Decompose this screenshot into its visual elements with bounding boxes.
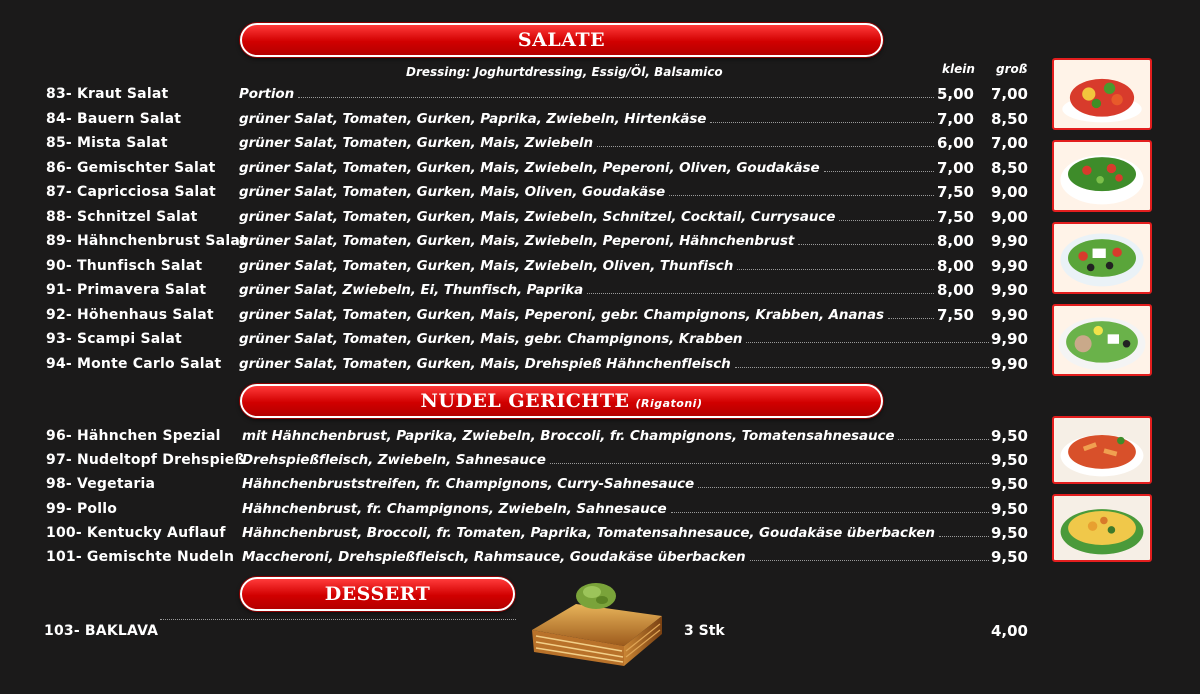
item-description: grüner Salat, Tomaten, Gurken, Mais, Zwiebeln, Peperoni, Hähnchenbrust [239, 233, 795, 249]
item-name: 86- Gemischter Salat [46, 159, 216, 176]
pasta-photo-1 [1052, 416, 1152, 484]
price-gross: 9,90 [990, 232, 1028, 250]
dessert-banner [240, 577, 515, 611]
leader-dots [587, 293, 934, 294]
leader-dots [898, 439, 989, 440]
price-gross: 9,90 [990, 354, 1028, 373]
dressing-note: Dressing: Joghurtdressing, Essig/Öl, Balsamico [406, 65, 723, 79]
price-gross: 7,00 [990, 134, 1028, 152]
item-name: 100- Kentucky Auflauf [46, 524, 226, 541]
item-name: 85- Mista Salat [46, 135, 168, 151]
item-name: 87- Capricciosa Salat [46, 184, 216, 200]
item-name: 96- Hähnchen Spezial [46, 428, 221, 444]
leader-dots [710, 122, 934, 123]
leader-dots [839, 220, 934, 221]
price-klein: 7,50 [936, 183, 974, 201]
nudel-title: NUDEL GERICHTE [420, 390, 630, 412]
price-klein: 6,00 [936, 134, 974, 152]
price-klein: 8,00 [936, 281, 974, 299]
leader-dots [669, 195, 934, 196]
salad-row [0, 205, 1040, 229]
salad-row [0, 156, 1040, 180]
leader-dots [746, 342, 989, 343]
item-name: 101- Gemischte Nudeln [46, 549, 235, 565]
price-klein: 8,00 [936, 232, 974, 250]
leader-dots [160, 619, 516, 620]
item-description: Drehspießfleisch, Zwiebeln, Sahnesauce [242, 452, 546, 469]
leader-dots [298, 97, 934, 98]
dessert-title: DESSERT [324, 583, 431, 605]
price-klein: 7,00 [936, 158, 974, 177]
price: 9,50 [990, 475, 1028, 494]
item-description: Maccheroni, Drehspießfleisch, Rahmsauce, Goudakäse überbacken [242, 549, 746, 565]
pasta-row [0, 521, 1040, 545]
item-description: grüner Salat, Tomaten, Gurken, Mais, Zwiebeln, Peperoni, Oliven, Goudakäse [239, 159, 820, 176]
salad-row [0, 278, 1040, 302]
item-description: grüner Salat, Tomaten, Gurken, Mais, Zwiebeln, Schnitzel, Cocktail, Currysauce [239, 208, 836, 225]
item-description: grüner Salat, Tomaten, Gurken, Mais, Drehspieß Hähnchenfleisch [239, 355, 731, 372]
item-name: 98- Vegetaria [46, 476, 156, 493]
salad-photo-1 [1052, 58, 1152, 130]
leader-dots [550, 463, 989, 464]
leader-dots [698, 487, 989, 488]
salad-row [0, 229, 1040, 253]
leader-dots [888, 318, 934, 319]
salad-row [0, 180, 1040, 204]
item-description: grüner Salat, Tomaten, Gurken, Mais, Peperoni, gebr. Champignons, Krabben, Ananas [239, 306, 884, 323]
item-description: grüner Salat, Zwiebeln, Ei, Thunfisch, Paprika [239, 282, 584, 298]
price-gross: 7,00 [990, 85, 1028, 103]
item-name: 94- Monte Carlo Salat [46, 355, 222, 372]
item-name: 89- Hähnchenbrust Salat [46, 233, 247, 249]
item-name: 88- Schnitzel Salat [46, 208, 198, 225]
dessert-price: 4,00 [990, 622, 1028, 640]
leader-dots [939, 536, 989, 537]
price-gross: 9,90 [990, 256, 1028, 275]
dessert-qty: 3 Stk [684, 623, 725, 639]
baklava-image [528, 572, 666, 672]
salad-photo-3 [1052, 222, 1152, 294]
dessert-name: 103- BAKLAVA [44, 623, 159, 639]
leader-dots [597, 146, 934, 147]
salad-row [0, 82, 1040, 106]
leader-dots [735, 367, 989, 368]
price-gross: 9,90 [990, 330, 1028, 348]
col-header-klein: klein [942, 62, 975, 76]
item-description: mit Hähnchenbrust, Paprika, Zwiebeln, Broccoli, fr. Champignons, Tomatensahnesauce [242, 428, 895, 444]
price-gross: 9,90 [990, 305, 1028, 324]
dessert-row [0, 619, 1040, 643]
item-name: 91- Primavera Salat [46, 282, 207, 298]
salad-photo-4 [1052, 304, 1152, 376]
pasta-row [0, 424, 1040, 448]
item-name: 99- Pollo [46, 500, 118, 517]
salad-row [0, 131, 1040, 155]
price: 9,50 [990, 451, 1028, 470]
price-gross: 9,00 [990, 183, 1028, 201]
price-gross: 9,90 [990, 281, 1028, 299]
price: 9,50 [990, 427, 1028, 445]
item-name: 92- Höhenhaus Salat [46, 306, 214, 323]
item-description: grüner Salat, Tomaten, Gurken, Mais, gebr. Champignons, Krabben [239, 331, 743, 347]
price-gross: 8,50 [990, 158, 1028, 177]
item-description: Hähnchenbrust, Broccoli, fr. Tomaten, Paprika, Tomatensahnesauce, Goudakäse überbacken [242, 524, 935, 541]
item-name: 84- Bauern Salat [46, 110, 182, 127]
item-name: 83- Kraut Salat [46, 86, 169, 102]
leader-dots [737, 269, 934, 270]
salad-row [0, 327, 1040, 351]
price: 9,50 [990, 548, 1028, 566]
leader-dots [824, 171, 934, 172]
nudel-banner [240, 384, 883, 418]
pasta-row [0, 448, 1040, 472]
pasta-row [0, 497, 1040, 521]
price-klein: 7,00 [936, 109, 974, 128]
price-klein: 8,00 [936, 256, 974, 275]
price: 9,50 [990, 523, 1028, 542]
item-description: grüner Salat, Tomaten, Gurken, Mais, Zwiebeln [239, 135, 593, 151]
price: 9,50 [990, 499, 1028, 518]
salad-row [0, 303, 1040, 327]
price-gross: 8,50 [990, 109, 1028, 128]
item-description: grüner Salat, Tomaten, Gurken, Mais, Oliven, Goudakäse [239, 184, 666, 200]
item-description: Hähnchenbrust, fr. Champignons, Zwiebeln, Sahnesauce [242, 500, 667, 517]
pasta-row [0, 472, 1040, 496]
item-description: Portion [239, 86, 295, 102]
leader-dots [671, 512, 989, 513]
price-gross: 9,00 [990, 207, 1028, 226]
salad-row [0, 254, 1040, 278]
pasta-row [0, 545, 1040, 569]
leader-dots [750, 560, 989, 561]
col-header-gross: groß [996, 62, 1028, 76]
leader-dots [798, 244, 934, 245]
price-klein: 7,50 [936, 305, 974, 324]
salate-banner [240, 23, 883, 57]
item-name: 97- Nudeltopf Drehspieß [46, 452, 245, 469]
nudel-subtitle: (Rigatoni) [635, 397, 703, 410]
salad-row [0, 107, 1040, 131]
salate-title: SALATE [517, 29, 606, 51]
item-description: grüner Salat, Tomaten, Gurken, Mais, Zwiebeln, Oliven, Thunfisch [239, 257, 734, 274]
salad-photo-2 [1052, 140, 1152, 212]
item-description: Hähnchenbruststreifen, fr. Champignons, Curry-Sahnesauce [242, 476, 695, 493]
price-klein: 5,00 [936, 85, 974, 103]
item-description: grüner Salat, Tomaten, Gurken, Paprika, Zwiebeln, Hirtenkäse [239, 110, 707, 127]
item-name: 90- Thunfisch Salat [46, 257, 203, 274]
price-klein: 7,50 [936, 207, 974, 226]
item-name: 93- Scampi Salat [46, 331, 182, 347]
pasta-photo-2 [1052, 494, 1152, 562]
salad-row [0, 352, 1040, 376]
